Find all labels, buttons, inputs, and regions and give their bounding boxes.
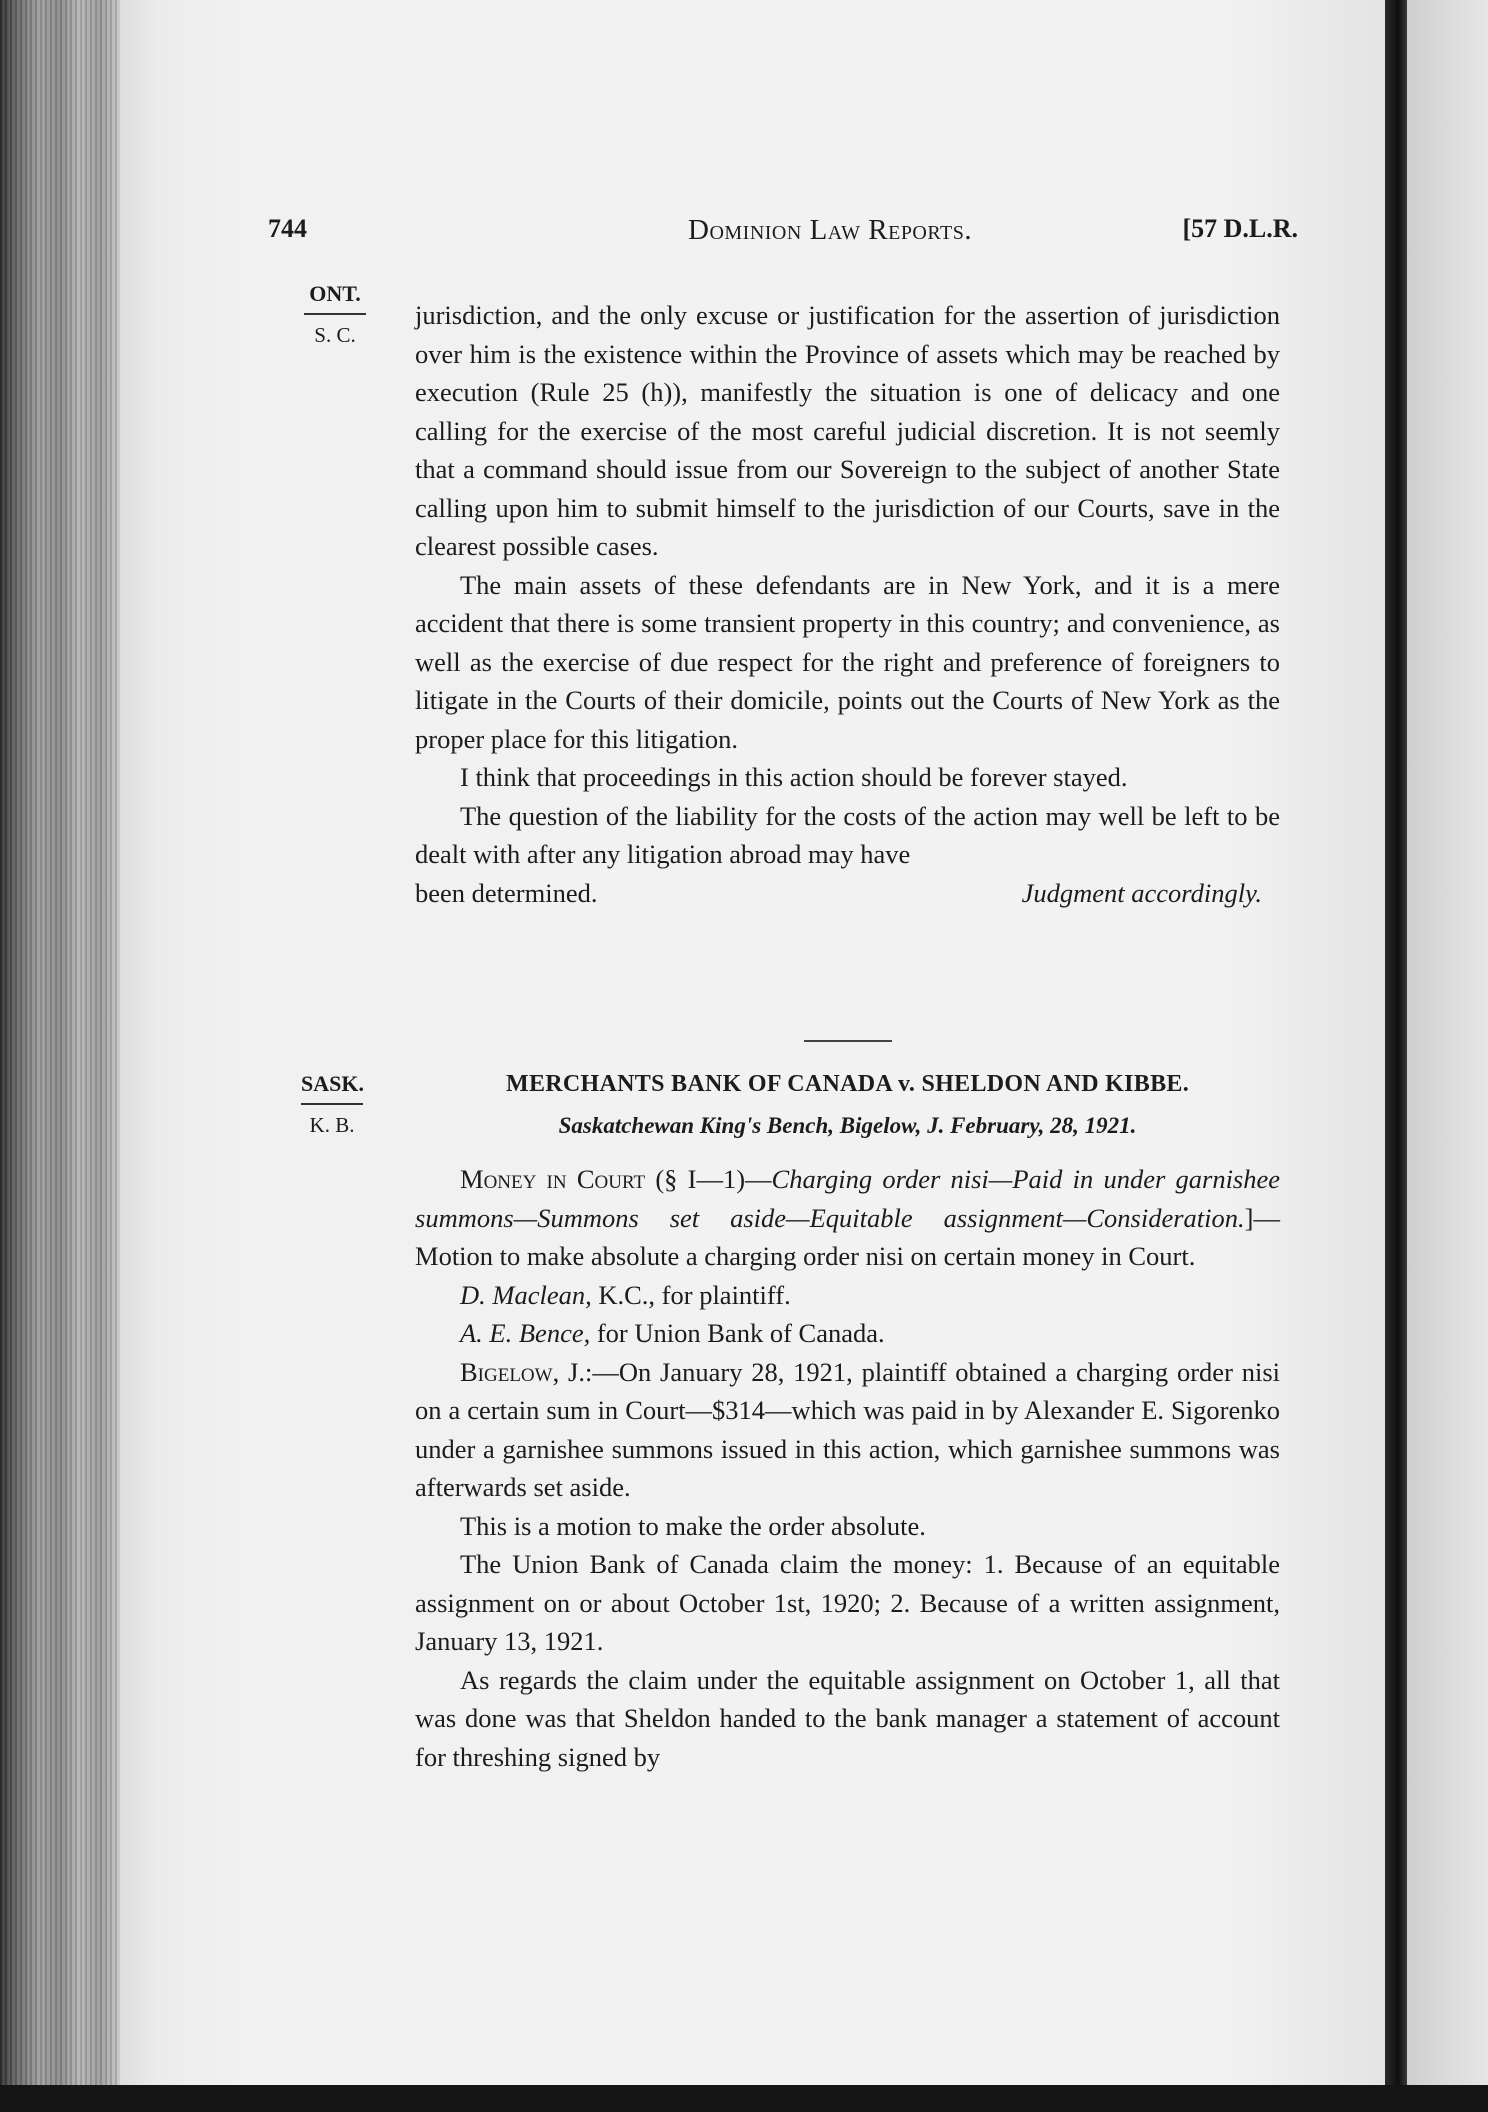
paragraph: The main assets of these defendants are in New York, and it is a mere accident that there is some transient property in this country; and convenience, as well as the exercise of due respect for the right and preference of foreigners to litigate in the Courts of their domicile, points out the Courts of New York as the proper place for this litigation. bbox=[415, 569, 1280, 754]
volume-reference: [57 D.L.R. bbox=[1182, 214, 1298, 243]
paragraph: As regards the claim under the equitable assignment on October 1, all that was done was that Sheldon handed to the bank manager a statement of account for threshing signed by bbox=[415, 1664, 1280, 1772]
headnote bbox=[415, 1160, 1280, 1276]
book-gutter bbox=[1385, 0, 1407, 2112]
headnote-summary: ]—Motion to make absolute a charging order nisi on certain money in Court. bbox=[415, 1202, 1280, 1271]
margin-note-ont bbox=[295, 281, 375, 348]
paragraph: This is a motion to make the order absolute. bbox=[460, 1510, 926, 1541]
headnote-section: (§ I—1)— bbox=[655, 1164, 772, 1194]
running-title: Dominion Law Reports. bbox=[688, 214, 973, 246]
running-header bbox=[268, 214, 1298, 258]
margin-note-province: ONT. bbox=[304, 281, 366, 315]
case-court-line: Saskatchewan King's Bench, Bigelow, J. February, 28, 1921. bbox=[558, 1113, 1137, 1138]
margin-note-province: SASK. bbox=[301, 1071, 363, 1105]
paragraph: jurisdiction, and the only excuse or justification for the assertion of jurisdiction over him is the existence within the Province of assets which may be reached by execution (Rule 25 (h)), manifestly the situation is one of delicacy and one calling for the exercise of the most careful judicial discretion. It is not seemly that a command should issue from our Sovereign to the subject of another State calling upon him to submit himself to the jurisdiction of our Courts, save in the clearest possible cases. bbox=[415, 300, 1280, 561]
judge-name: Bigelow, J. bbox=[460, 1356, 585, 1387]
case-title: MERCHANTS BANK OF CANADA v. SHELDON AND KIBBE. bbox=[506, 1071, 1189, 1097]
book-spine-edges bbox=[0, 0, 120, 2112]
paragraph: The Union Bank of Canada claim the money: 1. Because of an equitable assignment on or about October 1st, 1920; 2. Because of a written assignment, January 13, 1921. bbox=[415, 1549, 1280, 1656]
paragraph bbox=[415, 1353, 1280, 1507]
counsel-name: A. E. Bence, bbox=[460, 1318, 591, 1348]
opinion-conclusion bbox=[415, 296, 1280, 912]
counsel-line bbox=[415, 1314, 1280, 1353]
counsel-name: D. Maclean, bbox=[460, 1279, 592, 1310]
scan-border bbox=[0, 2085, 1488, 2112]
paragraph-end: been determined. bbox=[415, 877, 598, 908]
paragraph: The question of the liability for the costs of the action may well be left to be dealt with after any litigation abroad may have bbox=[415, 800, 1280, 869]
margin-note-court: K. B. bbox=[309, 1113, 355, 1137]
facing-page-edge bbox=[1407, 0, 1488, 2112]
counsel-role: for Union Bank of Canada. bbox=[590, 1318, 885, 1348]
margin-note-court: S. C. bbox=[314, 323, 356, 347]
paragraph-text: :—On January 28, 1921, plaintiff obtained a charging order nisi on a certain sum in Court—$314—which was paid in by Alexander E. Sigorenko under a garnishee summons issued in this action, which garnishee summons was afterwards set aside. bbox=[415, 1356, 1280, 1502]
judgment-result: Judgment accordingly. bbox=[1021, 877, 1262, 908]
headnote-keywords: Charging order nisi—Paid in under garnishee summons—Summons set aside—Equitable assignment—Consideration. bbox=[415, 1164, 1281, 1233]
counsel-line bbox=[415, 1276, 1280, 1315]
margin-note-sask bbox=[292, 1071, 372, 1138]
case-body bbox=[415, 1160, 1280, 1776]
section-divider bbox=[804, 1040, 892, 1042]
counsel-role: K.C., for plaintiff. bbox=[591, 1279, 791, 1310]
paragraph: I think that proceedings in this action should be forever stayed. bbox=[460, 762, 1128, 792]
page-number: 744 bbox=[268, 214, 307, 243]
headnote-topic: Money in Court bbox=[460, 1164, 646, 1194]
judgment-line bbox=[415, 874, 1280, 913]
